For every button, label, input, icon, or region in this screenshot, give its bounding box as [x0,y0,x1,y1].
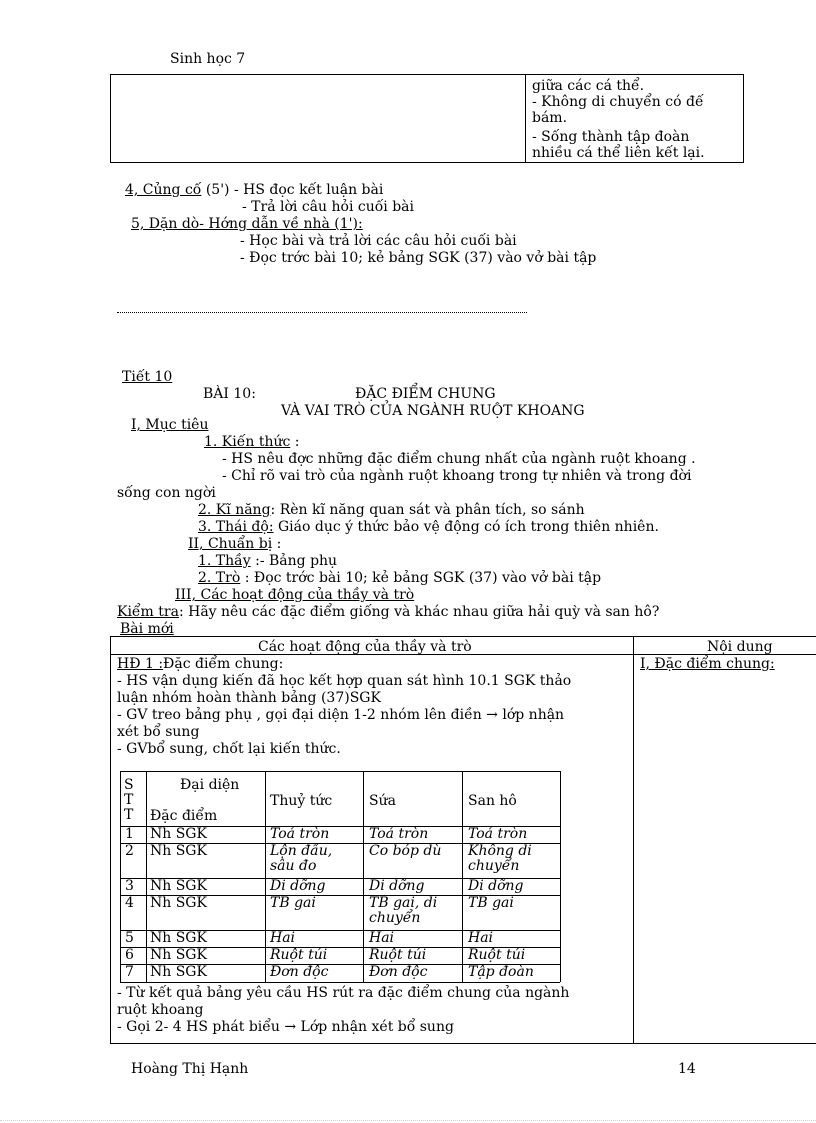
main-table-left [110,636,111,1043]
row-number: 3 [125,878,134,894]
attitude-line: 3. Thái độ: Giáo dục ý thức bảo vệ động có ích trong thiên nhiên. [198,519,659,535]
document-subject: Sinh học 7 [170,51,246,67]
student-prep: 2. Trò : Đọc trớc bài 10; kẻ bảng SGK (37) vào vở bài tập [198,570,602,586]
cell-jellyfish: TB gai, di [369,895,438,911]
lesson-number: BÀI 10: [203,386,256,402]
row-number: 4 [125,895,134,911]
activity-text: - HS vận dụng kiến đã học kết hợp quan sát hình 10.1 SGK thảo [117,673,572,689]
cell-jellyfish: Ruột túi [369,947,427,963]
homework-line2: - Đọc trớc bài 10; kẻ bảng SGK (37) vào vở bài tập [240,250,597,266]
col-activities-header: Các hoạt động của thầy và trò [258,639,472,655]
cell-hydra: Hai [270,930,296,946]
row-number: 7 [125,964,134,980]
consolidation-line2: - Trả lời câu hỏi cuối bài [242,199,415,215]
cell-hydra: TB gai [270,895,316,911]
inner-table-col-rule [462,771,463,982]
cell-coral: Hai [468,930,494,946]
cell-coral: chuyển [468,858,520,874]
cell-coral: Toả tròn [468,826,528,842]
lesson-title-line1: ĐẶC ĐIỂM CHUNG [355,386,496,402]
col-content-header: Nội dung [707,639,773,655]
lesson-title-line2: VÀ VAI TRÒ CỦA NGÀNH RUỘT KHOANG [281,403,585,419]
cell-coral: Di dỡng [468,878,524,894]
main-table-divider [633,636,634,1043]
objectives-heading: I, Mục tiêu [131,417,209,433]
cell-hydra: Toả tròn [270,826,330,842]
header-representative: Đại diện [180,777,240,793]
footer-author: Hoàng Thị Hạnh [131,1061,249,1077]
inner-table-rule [120,982,560,983]
arrow-icon: → [284,1019,297,1035]
cell-coral: Ruột túi [468,947,526,963]
homework-title: 5, Dặn dò- Hớng dẫn về nhà (1'): [131,216,363,232]
activity-text: - GVbổ sung, chốt lại kiến thức. [117,741,341,757]
row-feature: Nh SGK [150,930,207,946]
cell-coral: Không di [468,843,532,859]
cell-coral: TB gai [468,895,514,911]
cell-jellyfish: chuyển [369,910,421,926]
inner-table-col-rule [560,771,561,982]
top-table-line: - Sống thành tập đoàn [532,129,690,145]
stt-header: T [124,807,134,823]
cell-jellyfish: Đơn độc [369,964,428,980]
inner-table-col-rule [363,771,364,982]
cell-hydra: Lộn đầu, [270,843,333,859]
top-table-line: nhiều cá thể liên kết lại. [532,145,705,161]
cell-jellyfish: Toả tròn [369,826,429,842]
hd1-title: HĐ 1 :Đặc điểm chung: [117,656,284,672]
activity-text: luận nhóm hoàn thành bảng (37)SGK [117,690,381,706]
inner-table-col-rule [120,771,121,982]
content-heading: I, Đặc điểm chung: [640,656,775,672]
cell-hydra: sâu đo [270,858,317,874]
cell-hydra: Ruột túi [270,947,328,963]
section-separator [117,312,527,313]
row-feature: Nh SGK [150,878,207,894]
header-coral: San hô [468,793,517,809]
footer-page-number: 14 [678,1061,696,1077]
page-bottom-rule [0,1120,816,1121]
activity-text: xét bổ sung [117,724,200,740]
knowledge-item: - Chỉ rõ vai trò của ngành ruột khoang trong tự nhiên và trong đời [222,468,692,484]
row-number: 2 [125,843,134,859]
knowledge-heading: 1. Kiến thức : [204,434,300,450]
teacher-prep: 1. Thầy :- Bảng phụ [198,553,338,569]
inner-table-col-rule [146,771,147,982]
cell-jellyfish: Di dỡng [369,878,425,894]
cell-jellyfish: Co bóp dù [369,843,442,859]
row-feature: Nh SGK [150,843,207,859]
activity-text: - GV treo bảng phụ , gọi đại diện 1-2 nhóm lên điền → lớp nhận [117,707,565,723]
row-number: 1 [125,826,134,842]
cell-hydra: Đơn độc [270,964,329,980]
row-number: 5 [125,930,134,946]
check-line: Kiểm tra: Hãy nêu các đặc điểm giống và khác nhau giữa hải quỳ và san hô? [117,604,660,620]
main-table-top [110,636,816,637]
cell-jellyfish: Hai [369,930,395,946]
top-table-divider [525,74,526,163]
stt-header: S [124,777,134,793]
new-lesson-heading: Bài mới [120,621,174,637]
inner-table-col-rule [265,771,266,982]
activity-text: ruột khoang [117,1002,204,1018]
activities-heading: III, Các hoạt động của thầy và trò [175,587,415,603]
header-hydra: Thuỷ tức [270,793,333,809]
consolidation-line1: 4, Củng cố (5') - HS đọc kết luận bài [125,182,384,198]
activity-text: - Từ kết quả bảng yêu cầu HS rút ra đặc điểm chung của ngành [117,985,570,1001]
top-table-line: giữa các cá thể. [532,78,645,94]
top-table-line: bám. [532,110,568,126]
skills-line: 2. Kĩ năng: Rèn kĩ năng quan sát và phân tích, so sánh [198,502,585,518]
arrow-icon: → [486,707,498,723]
row-feature: Nh SGK [150,895,207,911]
row-number: 6 [125,947,134,963]
knowledge-item-cont: sống con ngời [117,485,216,501]
row-feature: Nh SGK [150,964,207,980]
row-feature: Nh SGK [150,947,207,963]
activity-text: - Gọi 2- 4 HS phát biểu → Lớp nhận xét bổ sung [117,1019,454,1035]
inner-table-rule [120,771,560,772]
stt-header: T [124,792,134,808]
knowledge-item: - HS nêu đợc những đặc điểm chung nhất của ngành ruột khoang . [222,451,696,467]
top-table-line: - Không di chuyển có đế [532,94,704,110]
row-feature: Nh SGK [150,826,207,842]
cell-hydra: Di dỡng [270,878,326,894]
main-table-bottom [110,1043,816,1044]
preparation-heading: II, Chuẩn bị : [188,536,282,552]
period-label: Tiết 10 [122,369,173,385]
header-jellyfish: Sứa [369,793,396,809]
cell-coral: Tập đoàn [468,964,534,980]
header-feature: Đặc điểm [150,808,218,824]
homework-line1: - Học bài và trả lời các câu hỏi cuối bài [240,233,517,249]
